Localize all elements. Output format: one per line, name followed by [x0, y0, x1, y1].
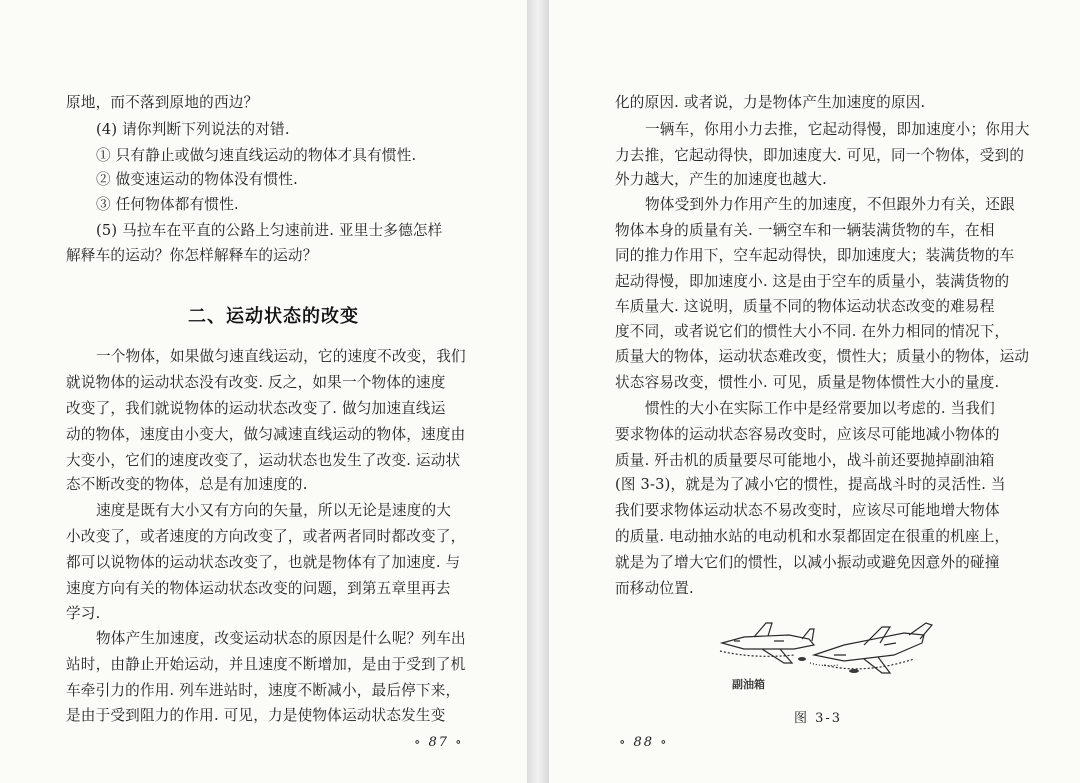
- text-line: 原地，而不落到原地的西边？: [66, 94, 259, 111]
- text-line: 速度是既有大小又有方向的矢量，所以无论是速度的大: [96, 502, 452, 519]
- text-line: (图 3-3)，就是为了减小它的惯性，提高战斗时的灵活性. 当: [615, 476, 1006, 493]
- page-number: ∘ 87 ∘: [414, 735, 464, 750]
- text-line: 态不断改变的物体，总是有加速度的.: [66, 476, 308, 493]
- text-line: 小改变了，或者速度的方向改变了，或者两者同时都改变了，: [66, 528, 466, 545]
- text-line: 起动得慢，即加速度小. 这是由于空车的质量小，装满货物的: [615, 273, 1010, 290]
- text-line: 改变了，我们就说物体的运动状态改变了. 做匀加速直线运: [66, 400, 446, 417]
- text-line: ③ 任何物体都有惯性.: [96, 196, 239, 213]
- text-line: 动的物体，速度由小变大，做匀减速直线运动的物体，速度由: [66, 426, 466, 443]
- text-line: 质量. 歼击机的质量要尽可能地小，战斗前还要抛掉副油箱: [615, 452, 995, 469]
- text-line: 就是为了增大它们的惯性，以减小振动或避免因意外的碰撞: [615, 554, 1000, 571]
- page-number: ∘ 88 ∘: [619, 735, 669, 750]
- text-line: 是由于受到阻力的作用. 可见，力是使物体运动状态发生变: [66, 707, 446, 724]
- text-line: (4) 请你判断下列说法的对错.: [96, 121, 290, 138]
- text-line: 站时，由静止开始运动，并且速度不断增加，是由于受到了机: [66, 656, 466, 673]
- book-gutter: [527, 0, 549, 783]
- text-line: (5) 马拉车在平直的公路上匀速前进. 亚里士多德怎样: [96, 222, 443, 239]
- text-line: 车牵引力的作用. 列车进站时，速度不断减小，最后停下来，: [66, 682, 461, 699]
- text-line: 学习.: [66, 605, 101, 622]
- text-line: 速度方向有关的物体运动状态改变的问题，到第五章里再去: [66, 580, 451, 597]
- text-line: ① 只有静止或做匀速直线运动的物体才具有惯性.: [96, 147, 417, 164]
- text-line: 物体受到外力作用产生的加速度，不但跟外力有关，还跟: [645, 196, 1015, 213]
- text-line: 的质量. 电动抽水站的电动机和水泵都固定在很重的机座上，: [615, 528, 1010, 545]
- text-line: 物体本身的质量有关. 一辆空车和一辆装满货物的车，在相: [615, 222, 995, 239]
- text-line: 物体产生加速度，改变运动状态的原因是什么呢？列车出: [96, 630, 466, 647]
- text-line: 一辆车，你用小力去推，它起动得慢，即加速度小；你用大: [645, 121, 1030, 138]
- text-line: 惯性的大小在实际工作中是经常要加以考虑的. 当我们: [645, 400, 995, 417]
- right-page: [549, 0, 1080, 783]
- text-line: 外力越大，产生的加速度也越大.: [615, 171, 827, 188]
- text-line: 我们要求物体运动状态不易改变时，应该尽可能地增大物体: [615, 502, 1000, 519]
- text-line: 要求物体的运动状态容易改变时，应该尽可能地减小物体的: [615, 426, 1000, 443]
- text-line: 都可以说物体的运动状态改变了，也就是物体有了加速度. 与: [66, 554, 461, 571]
- figure-caption: 图 3-3: [794, 711, 843, 726]
- text-line: 力去推，它起动得快，即加速度大. 可见，同一个物体，受到的: [615, 147, 1025, 164]
- text-line: 大变小，它们的速度改变了，运动状态也发生了改变. 运动状: [66, 452, 461, 469]
- figure-label: 副油箱: [732, 678, 765, 691]
- text-line: 状态容易改变，惯性小. 可见，质量是物体惯性大小的量度.: [615, 374, 1000, 391]
- text-line: 度不同，或者说它们的惯性大小不同. 在外力相同的情况下，: [615, 323, 1010, 340]
- text-line: 车质量大. 这说明，质量不同的物体运动状态改变的难易程: [615, 298, 995, 315]
- text-line: 就说物体的运动状态没有改变. 反之，如果一个物体的速度: [66, 374, 446, 391]
- text-line: 同的推力作用下，空车起动得快，即加速度大；装满货物的车: [615, 247, 1015, 264]
- text-line: 而移动位置.: [615, 580, 694, 597]
- text-line: 质量大的物体，运动状态难改变，惯性大；质量小的物体，运动: [615, 348, 1030, 365]
- text-line: ② 做变速运动的物体没有惯性.: [96, 171, 298, 188]
- section-heading: 二、运动状态的改变: [188, 306, 359, 327]
- left-page: [0, 0, 527, 783]
- text-line: 化的原因. 或者说，力是物体产生加速度的原因.: [615, 94, 926, 111]
- text-line: 解释车的运动？你怎样解释车的运动？: [66, 247, 318, 264]
- text-line: 一个物体，如果做匀速直线运动，它的速度不改变，我们: [96, 348, 466, 365]
